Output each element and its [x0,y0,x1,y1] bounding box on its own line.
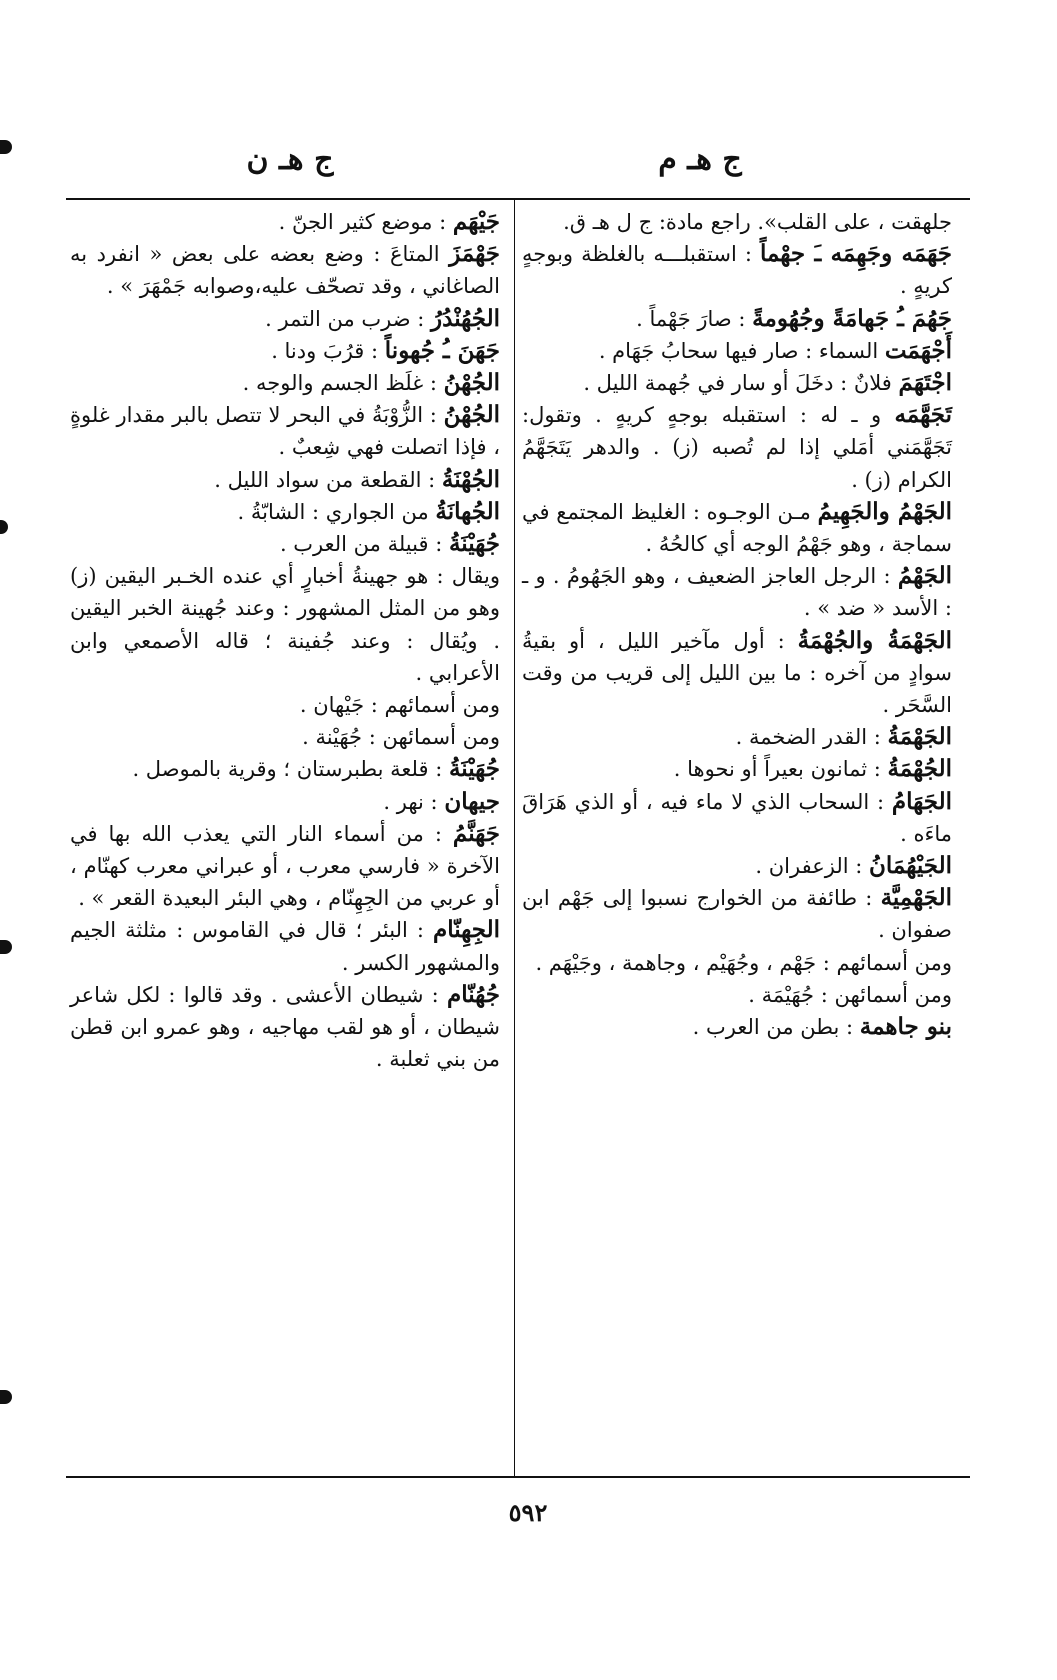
entry-headword: جُهَيْنَةُ [448,530,500,558]
dictionary-entry [522,335,952,367]
dictionary-entry [522,850,952,882]
scan-edge-mark [0,1390,12,1404]
entry-headword: الجَهْمِيَّة [880,884,952,912]
entry-definition: : الزُّوْبَةُ في البحر لا تتصل بالبر مقدار غلوةٍ ، فإذا اتصلت فهي شِعبٌ . [70,403,500,460]
dictionary-entry [70,786,500,818]
dictionary-entry [70,753,500,785]
running-header-right: ج هـ م [658,142,742,177]
dictionary-entry [70,689,500,721]
dictionary-entry [70,528,500,560]
entry-definition: : صارَ جَهْماً . [636,306,746,331]
page-number: ٥٩٢ [508,1498,548,1527]
entry-definition: : البئر ؛ قال في القاموس : مثلثة الجيم والمشهور الكسر . [70,918,500,975]
entry-headword: جيهان [444,787,500,815]
entry-headword: الجَهْمُ [897,562,952,590]
dictionary-entry [70,721,500,753]
dictionary-entry [70,303,500,335]
dictionary-entry [522,496,952,560]
entry-definition: مـن الوجـوه : الغليظ المجتمع في سماجة ، وهو جَهْمُ الوجه أي كالحُهُ . [522,499,952,557]
entry-headword: أَجْهَمَت [884,336,952,364]
bottom-rule [66,1476,970,1478]
entry-definition: : قلعة بطبرستان ؛ وقرية بالموصل . [132,757,443,782]
entry-definition: : غلَظ الجسم والوجه . [242,371,437,396]
entry-headword: تَجَهَّمَه [894,401,952,429]
dictionary-entry [70,206,500,238]
dictionary-entry [522,979,952,1011]
entry-headword: جُهُنّام [446,980,500,1008]
entry-definition: ومن أسمائهم : جَيْهان . [299,693,500,718]
dictionary-entry [522,753,952,785]
entry-headword: جَهَنَ ـُ جُهوناً [384,336,500,364]
entry-definition: : بطن من العرب . [692,1015,854,1040]
dictionary-entry [70,979,500,1076]
dictionary-entry [70,367,500,399]
left-column [70,206,500,1075]
scan-edge-mark [0,140,12,154]
entry-definition: ويقال : هو جهينةُ أخبارٍ أي عنده الخـبر اليقين (ز) وهو من المثل المشهور : وعند جُهينة الخبر اليقين . ويُقال : وعند جُفينة ؛ قاله الأصمعي وابن الأعرابي . [70,564,500,685]
dictionary-entry [70,464,500,496]
entry-headword: الجُهْنُ [443,401,500,429]
dictionary-entry [522,560,952,624]
dictionary-entry [70,818,500,915]
entry-headword: الجَهْمَةُ والجُهْمَةُ [797,626,952,654]
entry-headword: الجِهِنّام [432,916,500,944]
entry-headword: جَهُمَ ـُ جَهامَةً وجُهُومةً [752,304,952,332]
entry-definition: السماء : صار فيها سحابُ جَهَام . [598,338,879,363]
entry-definition: : أول مآخير الليل ، أو بقيةُ سوادٍ من آخره : ما بين الليل إلى قريب من وقت السَّحَر . [522,628,952,718]
dictionary-entry [70,560,500,689]
entry-definition: : السحاب الذي لا ماء فيه ، أو الذي هَرَاقَ ماءَه . [522,789,952,846]
entry-headword: بنو جاهمة [859,1013,952,1041]
entry-headword: الجُهْنُ [443,369,500,397]
entry-headword: اجْتَهَمَ [898,369,952,397]
entry-headword: الجَهَامُ [891,787,952,815]
entry-headword: جَهْمَزَ [449,240,500,268]
dictionary-entry [70,399,500,463]
dictionary-entry [522,1011,952,1043]
entry-definition: : استقبلـــه بالغلظة وبوجهٍ كريهٍ . [522,242,952,299]
entry-headword: الجُهْمَةُ [887,755,952,783]
entry-definition: : طائفة من الخوارج نسبوا إلى جَهْم ابن صفوان . [522,886,952,943]
dictionary-entry [522,721,952,753]
entry-headword: الجَهْمُ والجَهِيمُ [817,497,952,525]
entry-headword: الجُهْنَةُ [441,465,500,493]
dictionary-entry [522,947,952,979]
entry-definition: ومن أسمائهن : جُهَيْمَة . [748,982,952,1007]
right-column [522,206,952,1043]
entry-definition: فلانٌ : دخَلَ أو سار في جُهمة الليل . [583,371,892,396]
column-divider [514,200,515,1476]
dictionary-entry [522,882,952,946]
entry-definition: : قرُبَ ودنا . [271,338,379,363]
dictionary-entry [70,238,500,302]
entry-headword: الجَيْهُمَانُ [869,852,952,880]
entry-definition: : موضع كثير الجنّ . [278,210,447,234]
entry-definition: من الجواري : الشابّةُ . [237,499,429,524]
dictionary-entry [522,399,952,496]
entry-definition: جلهقت ، على القلب». راجع مادة: ج ل هـ ق. [563,210,952,234]
entry-headword: الجُهانَةُ [435,497,500,525]
dictionary-entry [522,238,952,302]
dictionary-entry [70,914,500,978]
entry-definition: : القطعة من سواد الليل . [214,467,436,492]
entry-definition: : شيطان الأعشى . وقد قالوا : لكل شاعر شيطان ، أو هو لقب مهاجيه ، وهو عمرو ابن قطن من بني ثعلبة . [70,982,500,1072]
dictionary-entry [522,625,952,722]
dictionary-entry [522,367,952,399]
entry-definition: : نهر . [383,789,438,814]
entry-headword: جَيْهَم [452,208,500,235]
entry-definition: ومن أسمائهم : جَهْم ، وجُهَيْم ، وجاهمة ، وجَيْهَم . [535,950,952,975]
entry-definition: ومن أسمائهن : جُهَيْنة . [302,725,500,750]
entry-definition: و ـ له : استقبله بوجهٍ كريهٍ . وتقول: تَجَهَّمَني أمَلي إذا لم تُصبه (ز) . والدهر يَتَجَهَّمُ الكرام (ز) . [522,403,952,492]
dictionary-entry [522,206,952,238]
dictionary-entry [70,335,500,367]
dictionary-entry [522,303,952,335]
entry-definition: : قبيلة من العرب . [279,532,443,557]
running-header-left: ج هـ ن [246,142,334,177]
entry-definition: المتاعَ : وضع بعضه على بعض « انفرد به الصاغاني ، وقد تصحّف عليه،وصوابه جَمْهَرَ » . [70,242,500,299]
entry-headword: الجُهُنْدُرُ [431,304,500,332]
entry-headword: جَهَنَّمُ [452,819,500,847]
entry-definition: : القدر الضخمة . [735,725,881,750]
scan-edge-mark [0,940,12,954]
top-rule [66,198,970,200]
entry-headword: الجَهْمَةُ [887,723,952,751]
entry-definition: : ثمانون بعيراً أو نحوها . [673,757,881,782]
entry-headword: جُهَيْنَةُ [448,755,500,783]
entry-definition: : الرجل العاجز الضعيف ، وهو الجَهُومُ . و ـ : الأسد « ضد » . [522,564,952,621]
dictionary-entry [70,496,500,528]
scan-edge-mark [0,520,8,534]
entry-definition: : ضرب من التمر . [265,306,425,331]
dictionary-entry [522,786,952,850]
entry-headword: جَهَمَه وجَهِمَه ـَ جهْماً [759,240,953,268]
entry-definition: : من أسماء النار التي يعذب الله بها في الآخرة « فارسي معرب ، أو عبراني معرب كهنّام ، أو عربي من الجِهِنّام ، وهي البئر البعيدة القعر » . [70,821,500,911]
entry-definition: : الزعفران . [755,854,863,879]
